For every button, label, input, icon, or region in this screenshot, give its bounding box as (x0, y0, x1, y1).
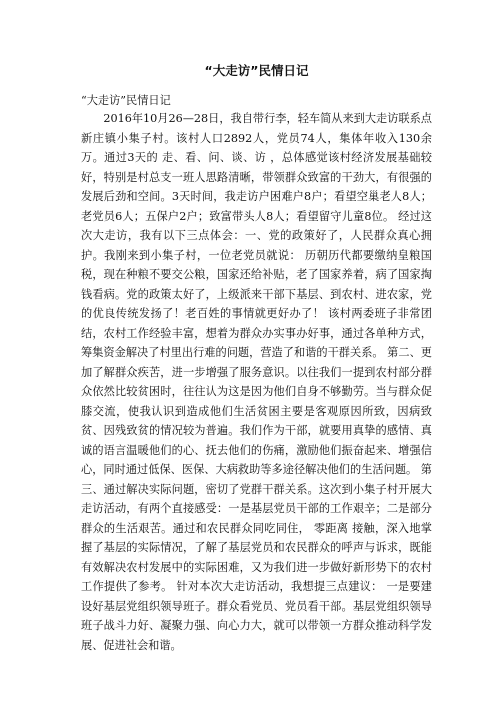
diary-subtitle: “大走访”民情日记 (81, 94, 171, 107)
diary-body-text: 2016年10月26—28日，我自带行李，轻车简从来到大走访联系点 新庄镇小集子村。该村人口2892人，党员74人，集体年收入130余万。通过3天的 走、看、问、谈、访 ，总体感觉该村经济发展基础较好，特别是村总支一班人思路清晰，带领群众致富的干劲大，有很强的发展后劲和空间。3天时间，我走访户困难户8户；看望空巢老人8人；老党员6人；五保户2户；致富带头人8人；看望留守儿童8位。 经过这次大走访，我有以下三点体会：一、党的政策好了，人民群众真心拥护。我刚来到小集子村，一位老党员就说： 历朝历代都要缴纳皇粮国税，现在种粮不要交公粮，国家还给补贴，老了国家养着，病了国家掏钱看病。党的政策太好了，上级派来干部下基层、到农村、进农家，党的优良传统发扬了！老百姓的事情就更好办了！ 该村两委班子非常团结，农村工作经验丰富，想着为群众办实事办好事，通过各单种方式，筹集资金解决了村里出行难的问题，营造了和谐的干群关系。 第二、更加了解群众疾苦，进一步增强了服务意识。以往我们一提到农村部分群众依然比较贫困时，往往认为这是因为他们自身不够勤劳。当与群众促膝交流，使我认识到造成他们生活贫困主要是客观原因所致，因病致贫、因残致贫的情况较为普遍。我们作为干部，就要用真挚的感情、真诚的语言温暖他们的心、抚去他们的伤痛，激励他们振奋起来、增强信心，同时通过低保、医保、大病救助等多途径解决他们的生活问题。 第三、通过解决实际问题，密切了党群干群关系。这次到小集子村开展大走访活动，有两个直接感受：一是基层党员干部的工作艰辛；二是部分群众的生活艰苦。通过和农民群众同吃同住， 零距离 接触，深入地掌握了基层的实际情况，了解了基层党员和农民群众的呼声与诉求，既能有效解决农村发展中的实际困难，又为我们进一步做好新形势下的农村工作提供了参考。 针对本次大走访活动，我想提三点建议： 一是要建设好基层党组织领导班子。群众看党员、党员看干部。基层党组织领导班子战斗力好、凝聚力强、向心力大，就可以带领一方群众推动科学发展、促进社会和谐。 (81, 112, 432, 652)
page-title: “大走访”民情日记 (204, 63, 309, 78)
